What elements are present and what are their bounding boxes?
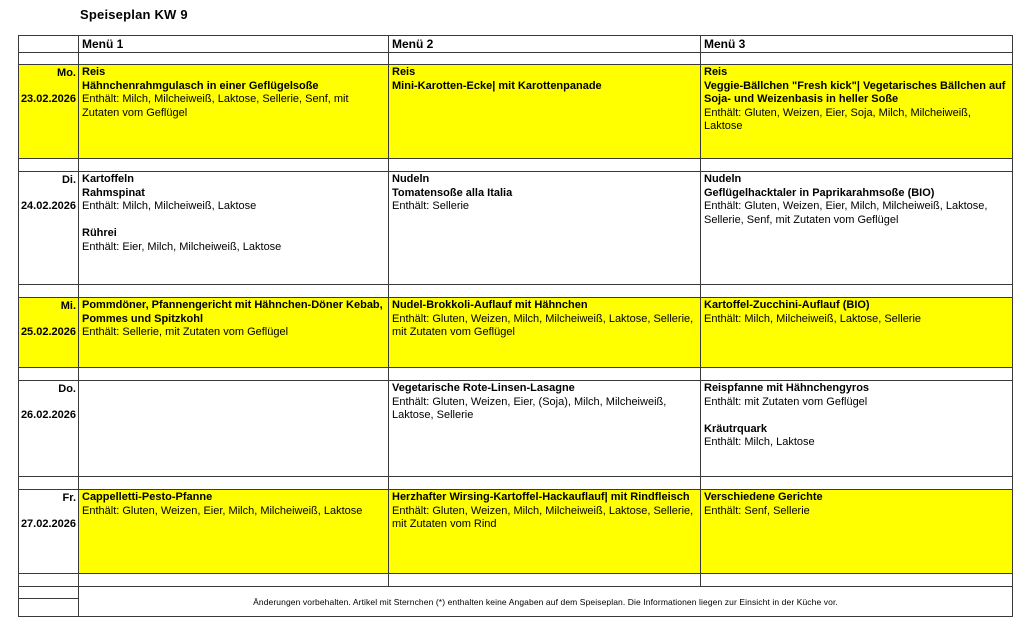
column-header-menu-1: Menü 1 [79, 36, 389, 53]
blank-line [704, 409, 1008, 423]
menu-1-cell [79, 172, 389, 285]
menu-1-cell [79, 65, 389, 159]
dish-name: Rahmspinat [82, 186, 145, 199]
menu-3-cell [701, 490, 1013, 574]
dish-name: Kartoffeln [82, 173, 134, 185]
dish-name: Nudel-Brokkoli-Auflauf mit Hähnchen [392, 299, 588, 311]
day-date: 27.02.2026 [20, 518, 76, 530]
allergen-info: Enthält: Milch, Milcheiweiß, Laktose, Sellerie [704, 312, 922, 325]
footer-left-cell-top [19, 587, 79, 599]
dish-name: Reis [704, 66, 728, 78]
dish-name: Geflügelhacktaler in Paprikarahmsoße (BIO) [704, 186, 935, 199]
table-header-row [19, 36, 1013, 53]
day-label: Fr. [62, 492, 76, 504]
dish-name: Vegetarische Rote-Linsen-Lasagne [392, 382, 575, 394]
day-label: Mi. [60, 300, 76, 312]
column-header-menu-2: Menü 2 [389, 36, 701, 53]
menu-2-cell [389, 298, 701, 368]
dish-name: Nudeln [392, 173, 430, 185]
dish-name: Nudeln [704, 173, 742, 185]
spacer-row [19, 368, 1013, 381]
footer-note: Änderungen vorbehalten. Artikel mit Sternchen (*) enthalten keine Angaben auf dem Speiseplan. Die Informationen liegen zur Einsicht in der Küche vor. [79, 587, 1013, 617]
day-row-do [19, 381, 1013, 477]
spacer-row [19, 159, 1013, 172]
menu-2-cell [389, 490, 701, 574]
day-date: 25.02.2026 [20, 326, 76, 338]
day-column-header [19, 36, 79, 53]
menu-1-cell [79, 490, 389, 574]
menu-1-cell [79, 381, 389, 477]
footer-row [19, 587, 1013, 599]
allergen-info: Enthält: Milch, Milcheiweiß, Laktose [82, 200, 257, 212]
day-cell [19, 298, 79, 368]
dish-name: Mini-Karotten-Ecke| mit Karottenpanade [392, 79, 602, 92]
menu-3-cell [701, 381, 1013, 477]
allergen-info: Enthält: Gluten, Weizen, Milch, Milcheiweiß, Laktose, Sellerie, mit Zutaten vom Rind [392, 504, 694, 530]
day-date: 26.02.2026 [20, 409, 76, 421]
menu-2-cell [389, 65, 701, 159]
dish-name: Kräutrquark [704, 422, 767, 435]
menu-2-cell [389, 172, 701, 285]
dish-name: Hähnchenrahmgulasch in einer Geflügelsoße [82, 79, 319, 92]
dish-name: Reispfanne mit Hähnchengyros [704, 382, 870, 394]
menu-1-cell [79, 298, 389, 368]
blank-line [82, 214, 384, 228]
footer-left-cell-bottom [19, 599, 79, 617]
spacer-row [19, 285, 1013, 298]
day-date: 24.02.2026 [20, 200, 76, 212]
dish-name: Herzhafter Wirsing-Kartoffel-Hackauflauf| mit Rindfleisch [392, 491, 690, 503]
dish-name: Kartoffel-Zucchini-Auflauf (BIO) [704, 299, 870, 311]
allergen-info: Enthält: Gluten, Weizen, Eier, Milch, Milcheiweiß, Laktose, Sellerie, Senf, mit Zutaten vom Geflügel [704, 200, 988, 226]
allergen-info: Enthält: Gluten, Weizen, Milch, Milcheiweiß, Laktose, Sellerie, mit Zutaten vom Geflügel [392, 312, 694, 338]
day-label: Mo. [57, 67, 76, 79]
allergen-info: Enthält: Gluten, Weizen, Eier, (Soja), Milch, Milcheiweiß, Laktose, Sellerie [392, 395, 667, 421]
meal-plan-body [19, 36, 1013, 617]
spacer-row [19, 477, 1013, 490]
day-cell [19, 172, 79, 285]
spacer-row [19, 574, 1013, 587]
menu-3-cell [701, 65, 1013, 159]
dish-name: Rührei [82, 227, 117, 239]
dish-name: Cappelletti-Pesto-Pfanne [82, 491, 213, 503]
menu-3-cell [701, 172, 1013, 285]
dish-name: Veggie-Bällchen "Fresh kick"| Vegetarisches Bällchen auf Soja- und Weizenbasis in heller Soße [704, 79, 1006, 105]
day-date: 23.02.2026 [20, 93, 76, 105]
column-header-menu-3: Menü 3 [701, 36, 1013, 53]
day-cell [19, 490, 79, 574]
allergen-info: Enthält: mit Zutaten vom Geflügel [704, 395, 868, 408]
day-cell [19, 65, 79, 159]
allergen-info: Enthält: Sellerie [392, 200, 470, 212]
menu-2-cell [389, 381, 701, 477]
dish-name: Reis [392, 66, 416, 78]
allergen-info: Enthält: Gluten, Weizen, Eier, Milch, Milcheiweiß, Laktose [82, 504, 363, 517]
spacer-row [19, 53, 1013, 65]
day-label: Di. [61, 174, 76, 186]
day-row-mo [19, 65, 1013, 159]
menu-3-cell [701, 298, 1013, 368]
page-title: Speiseplan KW 9 [80, 7, 188, 22]
allergen-info: Enthält: Milch, Milcheiweiß, Laktose, Sellerie, Senf, mit Zutaten vom Geflügel [82, 93, 349, 119]
day-row-mi [19, 298, 1013, 368]
day-cell [19, 381, 79, 477]
day-row-di [19, 172, 1013, 285]
allergen-info: Enthält: Gluten, Weizen, Eier, Soja, Milch, Milcheiweiß, Laktose [704, 106, 971, 132]
dish-name: Reis [82, 66, 106, 78]
dish-name: Pommdöner, Pfannengericht mit Hähnchen-Döner Kebab, Pommes und Spitzkohl [82, 299, 383, 325]
meal-plan-table [18, 35, 1013, 617]
dish-name: Tomatensoße alla Italia [392, 186, 513, 199]
day-row-fr [19, 490, 1013, 574]
day-label: Do. [58, 383, 76, 395]
allergen-info: Enthält: Milch, Laktose [704, 436, 815, 448]
allergen-info: Enthält: Sellerie, mit Zutaten vom Geflügel [82, 326, 289, 338]
dish-name: Verschiedene Gerichte [704, 491, 823, 503]
allergen-info: Enthält: Senf, Sellerie [704, 504, 810, 517]
allergen-info: Enthält: Eier, Milch, Milcheiweiß, Laktose [82, 240, 282, 253]
